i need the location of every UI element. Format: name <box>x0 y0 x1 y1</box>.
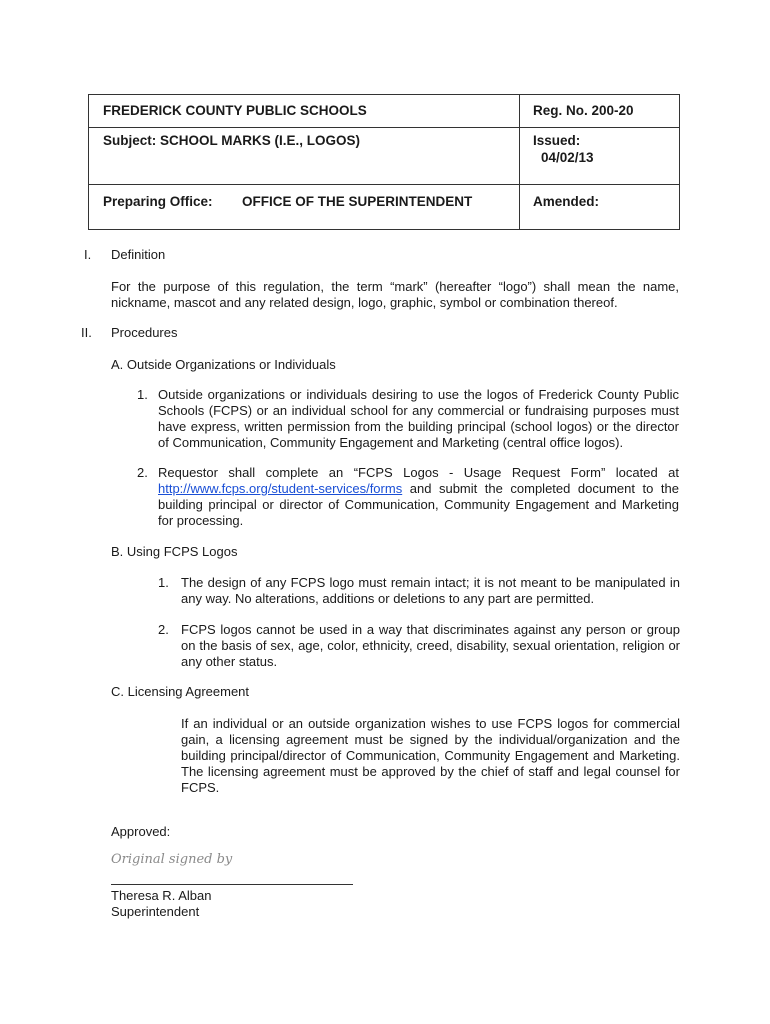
item-b1-text: The design of any FCPS logo must remain intact; it is not meant to be manipulated in any way. No alterations, additions or deletions to any part are permitted. <box>181 575 680 606</box>
signature-note: Original signed by <box>111 852 233 867</box>
item-b2-text: FCPS logos cannot be used in a way that discriminates against any person or group on the basis of sex, age, color, ethnicity, creed, disability, sexual orientation, religion or any other status. <box>181 622 680 669</box>
org-name: FREDERICK COUNTY PUBLIC SCHOOLS <box>103 103 367 118</box>
item-a1-number: 1. <box>137 387 148 402</box>
header-divider-1 <box>89 127 679 128</box>
preparing-office-label: Preparing Office: <box>103 194 213 209</box>
section-numeral-2: II. <box>81 325 92 340</box>
subsection-b-title: B. Using FCPS Logos <box>111 544 238 559</box>
signer-title: Superintendent <box>111 904 200 919</box>
section-title-procedures: Procedures <box>111 325 178 340</box>
licensing-body: If an individual or an outside organization wishes to use FCPS logos for commercial gain, a licensing agreement must be signed by the individual/organization and the building principal/director of Communication, Community Engagement and Marketing. The licensing agreement must be approved by the chief of staff and legal counsel for FCPS. <box>181 716 680 795</box>
item-a1-text: Outside organizations or individuals desiring to use the logos of Frederick County Public Schools (FCPS) or an individual school for any commercial or fundraising purposes must have express, written permission from the building principal (school logos) or the director of Communication, Community Engagement and Marketing (central office logos). <box>158 387 679 450</box>
amended-label: Amended: <box>533 194 600 209</box>
forms-link[interactable]: http://www.fcps.org/student-services/forms <box>158 481 403 496</box>
signature-line <box>111 884 353 885</box>
section-title-definition: Definition <box>111 247 166 262</box>
item-a2-text <box>158 465 679 529</box>
issued-label: Issued: <box>533 133 581 148</box>
item-a2-number: 2. <box>137 465 148 480</box>
item-b1-number: 1. <box>158 575 169 590</box>
definition-body: For the purpose of this regulation, the term “mark” (hereafter “logo”) shall mean the name, nickname, mascot and any related design, logo, graphic, symbol or combination thereof. <box>111 279 679 310</box>
item-a2-text-before: Requestor shall complete an “FCPS Logos - Usage Request Form” located at <box>158 465 679 480</box>
preparing-office-value: OFFICE OF THE SUPERINTENDENT <box>242 194 473 209</box>
signer-name: Theresa R. Alban <box>111 888 212 903</box>
subsection-c-title: C. Licensing Agreement <box>111 684 250 699</box>
issued-date: 04/02/13 <box>541 150 594 165</box>
section-numeral-1: I. <box>84 247 92 262</box>
header-divider-2 <box>89 184 679 185</box>
subject: Subject: SCHOOL MARKS (I.E., LOGOS) <box>103 133 361 148</box>
header-divider-vertical <box>519 95 520 229</box>
subsection-a-title: A. Outside Organizations or Individuals <box>111 357 336 372</box>
approved-label: Approved: <box>111 824 171 839</box>
header-table <box>88 94 680 230</box>
item-a2-text-after: and submit the completed document to the building principal or director of Communication, Community Engagement and Marketing for processing. <box>158 481 679 528</box>
reg-number: Reg. No. 200-20 <box>533 103 634 118</box>
item-b2-number: 2. <box>158 622 169 637</box>
